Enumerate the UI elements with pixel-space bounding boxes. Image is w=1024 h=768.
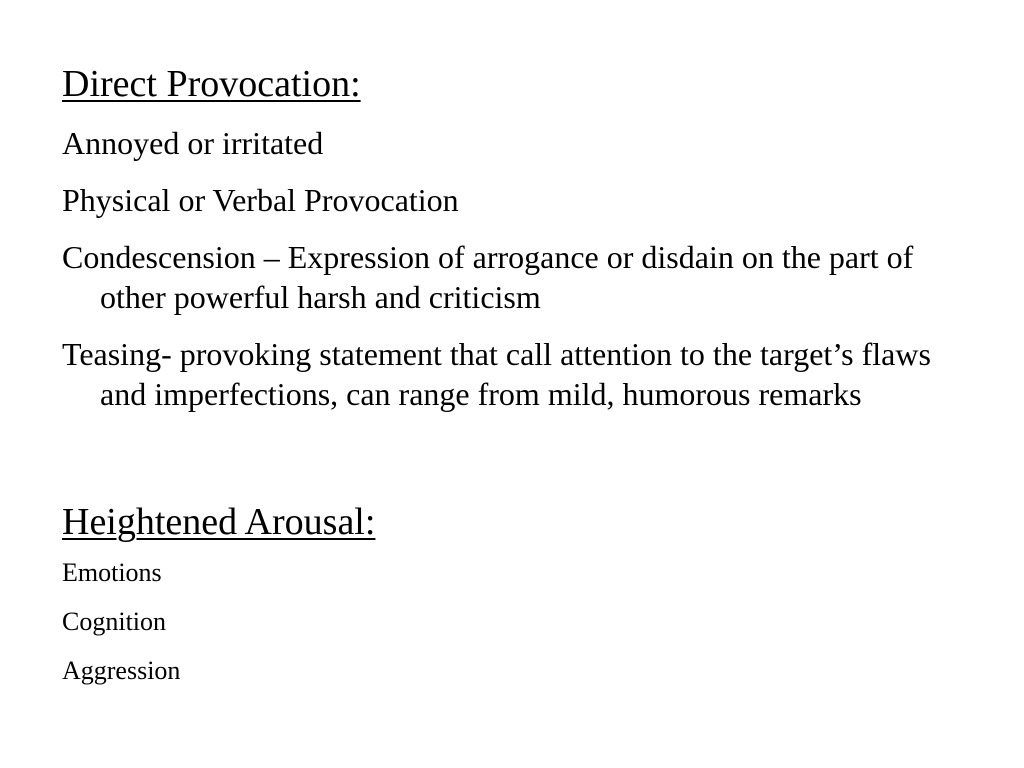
list-item: Physical or Verbal Provocation (62, 182, 459, 218)
heightened-arousal-list (62, 557, 962, 704)
list-item: Cognition (62, 607, 167, 636)
section-heading-direct-provocation: Direct Provocation: (62, 63, 361, 105)
list-item: Aggression (62, 656, 181, 685)
list-item: Annoyed or irritated (62, 125, 324, 161)
direct-provocation-list (62, 123, 962, 414)
list-item: Teasing- provoking statement that call attention to the target’s flaws and imperfections, can range from mild, humorous remarks (62, 336, 931, 412)
list-item: Emotions (62, 558, 162, 587)
section-heading-heightened-arousal: Heightened Arousal: (62, 501, 376, 543)
list-item: Condescension – Expression of arrogance or disdain on the part of other powerful harsh and criticism (62, 239, 914, 315)
